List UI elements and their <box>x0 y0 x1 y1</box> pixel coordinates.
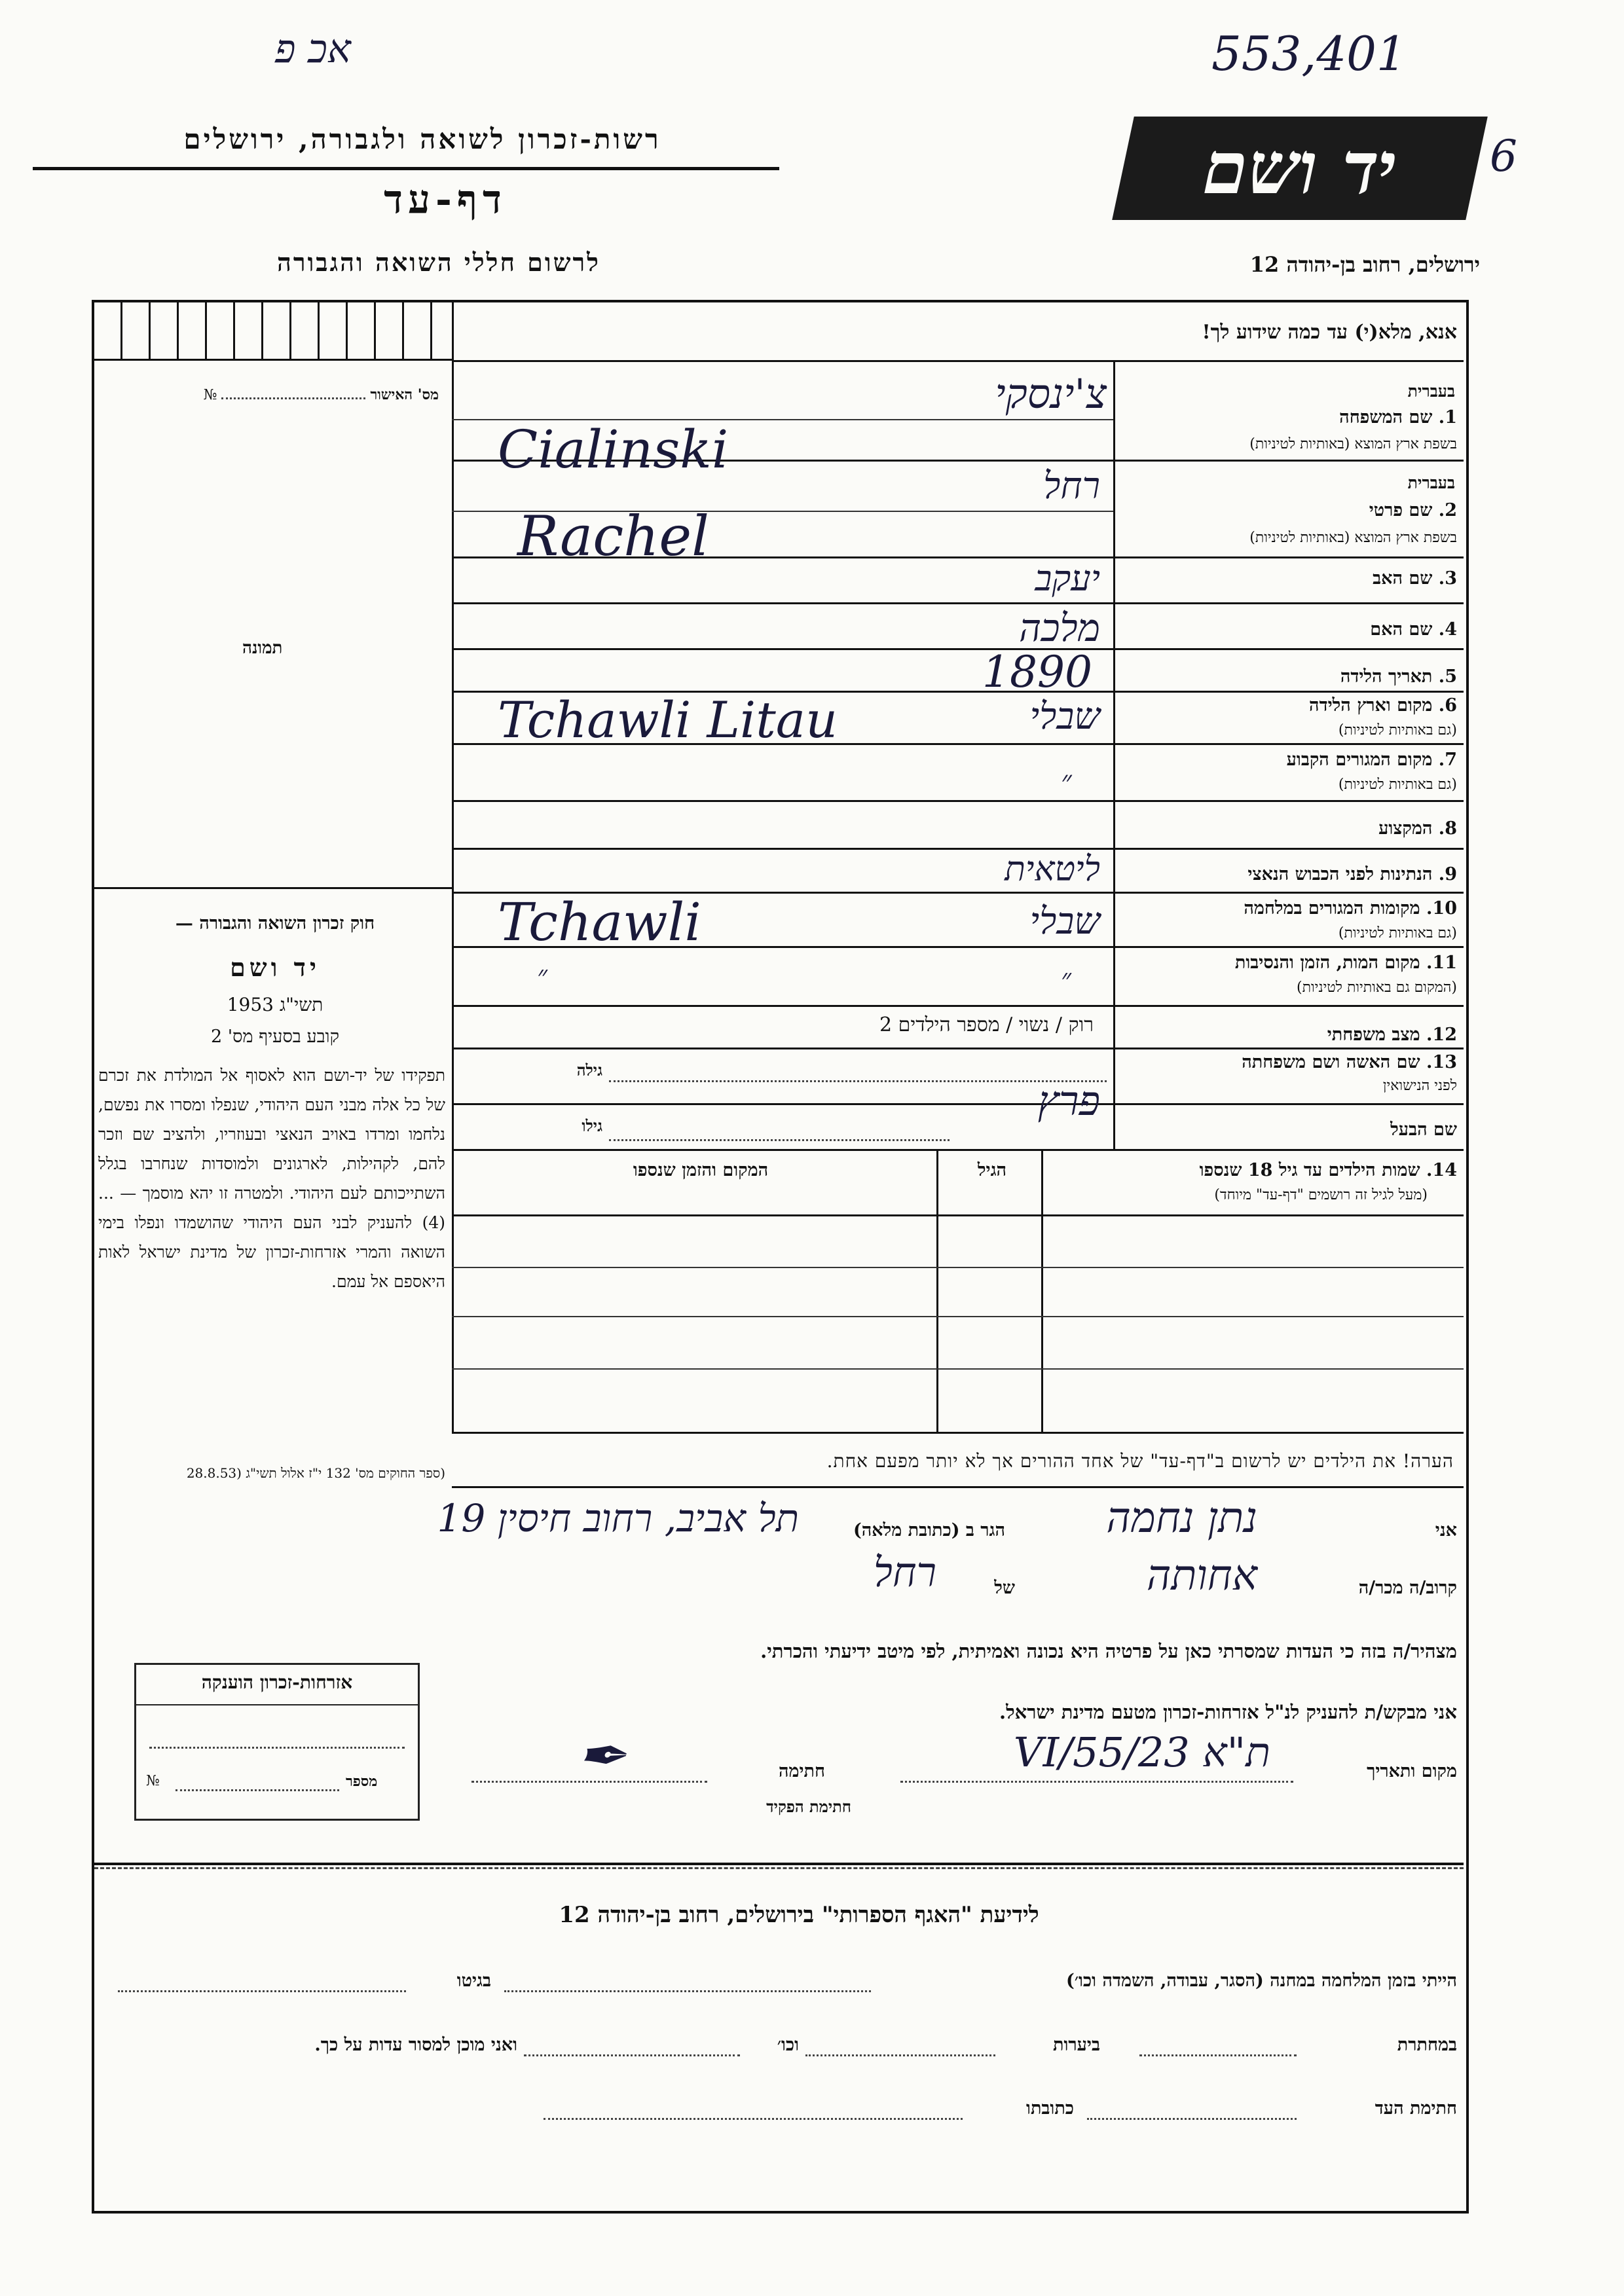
bottom-line1: הייתי בזמן המלחמה במחנה (הסגר, עבודה, השמדה וכו׳) <box>1066 1971 1457 1991</box>
f11-label <box>1235 953 1457 973</box>
f11-value-b[interactable]: ״ <box>1061 962 1071 994</box>
law-org: יד ושם <box>230 953 320 982</box>
husband-age-label: גילו <box>581 1116 602 1135</box>
citizenship-box <box>134 1663 420 1821</box>
f1-value-hebrew[interactable]: צ'ינסקי <box>995 370 1107 418</box>
f11-text: מקום המות, הזמן והנסיבות <box>1234 953 1420 973</box>
f6-value-latin[interactable]: Tchawli Litau <box>498 691 838 749</box>
underground-line[interactable] <box>1139 2054 1297 2056</box>
children-col-place: המקום והזמן שנספו <box>633 1160 769 1180</box>
children-row <box>452 1368 1464 1370</box>
f4-text: שם האם <box>1370 619 1433 640</box>
row-line <box>452 602 1464 604</box>
decl-ani: אני <box>1435 1520 1457 1540</box>
f12-text: מצב משפחתי <box>1327 1025 1420 1045</box>
serial-no: № <box>203 387 217 403</box>
bottom-forests: ביערות <box>1052 2035 1100 2055</box>
decl-addr-label: הגר ב (כתובת מלאה) <box>853 1520 1005 1540</box>
husband-name-line[interactable] <box>609 1139 950 1141</box>
f9-text: הנתינות לפני הכבוש הנאצי <box>1247 864 1433 884</box>
f6-num: 6. <box>1438 695 1457 716</box>
f10-value-latin[interactable]: Tchawli <box>498 892 701 953</box>
f9-label <box>1247 864 1457 884</box>
cut-line <box>94 1867 1464 1869</box>
f7-text: מקום המגורים הקבוע <box>1286 750 1433 770</box>
f7-sub: (גם באותיות לטיניות) <box>1338 776 1457 793</box>
f6-sub: (גם באותיות לטיניות) <box>1338 722 1457 738</box>
f2-label <box>1369 500 1457 520</box>
f3-value[interactable]: יעקב <box>1035 558 1100 599</box>
witness-address-line[interactable] <box>544 2118 963 2120</box>
f13-label <box>1242 1052 1457 1072</box>
note-text: הערה! את הילדים יש לרשום ב"דף-עד" של אחד ההורים אך לא יותר מפעם אחת. <box>826 1450 1454 1472</box>
f4-num: 4. <box>1438 619 1457 640</box>
signature-line <box>471 1781 707 1783</box>
photo-label: תמונה <box>242 638 283 658</box>
f6-label <box>1309 695 1457 716</box>
top-left-mark: אכ פ <box>275 26 351 72</box>
f2-text: שם פרטי <box>1369 500 1433 520</box>
page-number-mark: 6 <box>1490 131 1517 181</box>
f2-num: 2. <box>1438 500 1457 520</box>
f4-label <box>1370 619 1457 640</box>
f9-num: 9. <box>1438 864 1457 884</box>
husband-label: שם הבעל <box>1390 1120 1457 1140</box>
address: ירושלים, רחוב בן-יהודה 12 <box>1249 252 1480 277</box>
camp-line[interactable] <box>504 1990 871 1992</box>
bottom-etc: וכו׳ <box>777 2035 799 2055</box>
decl-place-date-label: מקום ותאריך <box>1367 1761 1457 1781</box>
wife-age-label: גילה <box>576 1061 602 1080</box>
husband-value[interactable]: פרץ <box>1037 1077 1100 1125</box>
section-separator <box>94 1863 1464 1865</box>
decl-statement: מצהיר/ה בזה כי העדות שמסרתי כאן על פרטיה היא נכונה ואמיתית, לפי מיטב ידיעתי והכרתי. <box>760 1640 1457 1662</box>
instruction-text: אנא, מלא(י) עד כמה שידוע לך! <box>1202 321 1457 344</box>
row-line <box>452 1048 1464 1049</box>
f1-label <box>1339 407 1457 428</box>
citizenship-rule <box>136 1704 418 1705</box>
children-sub: (מעל לגיל זה רושמים "דף-עד" מיוחד) <box>1214 1187 1428 1203</box>
children-num: 14. <box>1426 1160 1457 1180</box>
row-line <box>452 1149 1464 1151</box>
signature[interactable]: ✒︎ <box>576 1722 626 1791</box>
ghetto-line[interactable] <box>118 1990 406 1992</box>
f10-value-hebrew[interactable]: שבלי <box>1029 900 1100 943</box>
children-divider <box>936 1149 938 1432</box>
decl-name[interactable]: נתן נחמה <box>1106 1494 1257 1542</box>
f1-sub: בשפת ארץ המוצא (באותיות לטיניות) <box>1249 436 1457 452</box>
f13-text: שם האשה ושם משפחתה <box>1242 1052 1420 1072</box>
header-rule <box>33 167 779 170</box>
children-row <box>452 1267 1464 1268</box>
decl-relation-name[interactable]: רחל <box>873 1548 936 1596</box>
decl-place-date[interactable]: ת"א 23/VI/55 <box>1013 1728 1270 1776</box>
bottom-willing: ואני מוכן למסור עדות על כך. <box>314 2035 517 2055</box>
f12-value[interactable]: רוק / נשוי / מספר הילדים 2 <box>879 1013 1094 1036</box>
bottom-title: לידיעת "האגף הספרותי" בירושלים, רחוב בן-יהודה 12 <box>559 1902 1039 1928</box>
forests-line[interactable] <box>805 2054 995 2056</box>
f8-num: 8. <box>1438 818 1457 839</box>
decl-of: של <box>994 1578 1015 1598</box>
f6-value-hebrew[interactable]: שבלי <box>1029 695 1100 738</box>
f2-sub: בשפת ארץ המוצא (באותיות לטיניות) <box>1249 530 1457 546</box>
form-title: דף-עד <box>384 177 507 223</box>
photo-area-bottom <box>94 887 452 889</box>
f2-value-latin[interactable]: Rachel <box>517 504 709 568</box>
f1-num: 1. <box>1438 407 1457 428</box>
f5-text: תאריך הלידה <box>1340 666 1433 687</box>
top-number-mark: 553,401 <box>1211 26 1407 81</box>
decl-address[interactable]: תל אביב, רחוב חיסין 19 <box>437 1496 799 1540</box>
f9-value[interactable]: ליטאית <box>1005 850 1100 889</box>
f4-value[interactable]: מלכה <box>1019 606 1100 650</box>
f1-text: שם המשפחה <box>1339 407 1433 428</box>
f12-num: 12. <box>1426 1025 1457 1045</box>
citizenship-number-label: מספר <box>346 1773 378 1790</box>
f3-num: 3. <box>1438 568 1457 589</box>
children-row <box>452 1316 1464 1317</box>
note-rule <box>452 1486 1464 1488</box>
serial-tick-box <box>94 302 452 361</box>
instruction-rule <box>452 360 1464 362</box>
f8-label <box>1378 818 1457 839</box>
f1-value-latin[interactable]: Cialinski <box>498 419 729 480</box>
decl-request: אני מבקש/ת להעניק לנ"ל אזרחות-זכרון מטעם מדינת ישראל. <box>999 1701 1457 1723</box>
place-date-line <box>900 1781 1293 1783</box>
citizenship-number-line <box>175 1789 339 1791</box>
decl-relation-label: קרוב/ה מכר/ה <box>1358 1578 1457 1598</box>
law-year: תשי"ג 1953 <box>227 994 323 1015</box>
bottom-witness-sig: חתימת העד <box>1375 2098 1457 2119</box>
bottom-ghetto: בגיטו <box>456 1971 491 1991</box>
f10-num: 10. <box>1426 898 1457 919</box>
row-line <box>452 800 1464 802</box>
serial-label: מס' האישור <box>370 386 439 403</box>
f5-num: 5. <box>1438 666 1457 687</box>
f7-value[interactable]: ״ <box>1061 765 1072 798</box>
f13-sub: לפני הנישואין <box>1382 1078 1457 1094</box>
f11-num: 11. <box>1426 953 1457 973</box>
yad-vashem-logo: יד ושם <box>1112 117 1488 220</box>
f13-num: 13. <box>1426 1052 1457 1072</box>
f7-label <box>1287 750 1457 770</box>
f3-label <box>1373 568 1457 589</box>
children-text: שמות הילדים עד גיל 18 שנספו <box>1199 1160 1420 1180</box>
value-label-divider <box>1113 360 1115 1149</box>
etc-line[interactable] <box>524 2054 740 2056</box>
org-title: רשות-זכרון לשואה ולגבורה, ירושלים <box>183 123 661 155</box>
f2-value-hebrew[interactable]: רחל <box>1043 465 1100 507</box>
f3-text: שם האב <box>1373 568 1433 589</box>
f12-label <box>1327 1025 1457 1045</box>
witness-sig-line[interactable] <box>1087 2118 1297 2120</box>
citizenship-title: אזרחות-זכרון הוענקה <box>201 1671 353 1693</box>
f6-text: מקום וארץ הלידה <box>1309 695 1433 716</box>
bottom-address: כתובתו <box>1026 2098 1074 2119</box>
f8-text: המקצוע <box>1378 818 1433 839</box>
decl-relation[interactable]: אחותה <box>1146 1552 1257 1600</box>
serial-field <box>124 386 439 403</box>
law-title: חוק זכרון השואה והגבורה — <box>175 913 375 934</box>
form-subtitle: לרשום חללי השואה והגבורה <box>277 247 600 277</box>
children-row <box>452 1214 1464 1216</box>
children-col-age: הגיל <box>977 1160 1007 1180</box>
f10-text: מקומות המגורים במלחמה <box>1244 898 1420 919</box>
citizenship-no: № <box>146 1773 160 1789</box>
citizenship-line <box>149 1747 405 1749</box>
children-bottom <box>452 1432 1464 1434</box>
f1-lang: בעברית <box>1407 382 1455 401</box>
decl-signature-label: חתימה <box>778 1761 825 1781</box>
f11-sub: (המקום גם באותיות לטיניות) <box>1297 979 1457 996</box>
children-divider <box>1041 1149 1043 1432</box>
f7-num: 7. <box>1438 750 1457 770</box>
law-reference: (ספר החוקים מס' 132 י"ז אלול תשי"ג (28.8.53 <box>186 1465 445 1481</box>
law-body: תפקידו של יד-ושם הוא לאסוף אל המולדת את זכרם של כל אלה מבני העם היהודי, שנפלו ומסרו את נפשם, נלחמו ומרדו באויב הנאצי ובעוזריו, ולהציב שם וזכר להם, לקהילות, לארגונים ולמוסדות שנחרבו בגלל השתייכותם לעם היהודי. ולמטרה זו יהא מוסמך — ... (4) להעניק לבני העם היהודי שהושמדו ונפלו בימי השואה והמרי אזרחות-זכרון של מדינת ישראל לאות היאספם אל עמם. <box>98 1066 445 1291</box>
left-column-divider <box>452 302 454 1432</box>
f2-lang: בעברית <box>1407 473 1455 492</box>
f11-value-a[interactable]: ״ <box>537 959 547 991</box>
f5-label <box>1340 666 1457 687</box>
decl-official-label: חתימת הפקיד <box>766 1797 851 1816</box>
f5-value[interactable]: 1890 <box>982 647 1092 697</box>
f10-label <box>1244 898 1457 919</box>
bottom-underground: במחתרת <box>1397 2035 1457 2055</box>
law-section: קובע בסעיף מס' 2 <box>210 1027 340 1047</box>
row-line <box>452 1005 1464 1007</box>
f10-sub: (גם באותיות לטיניות) <box>1338 925 1457 941</box>
children-label <box>1200 1160 1457 1180</box>
